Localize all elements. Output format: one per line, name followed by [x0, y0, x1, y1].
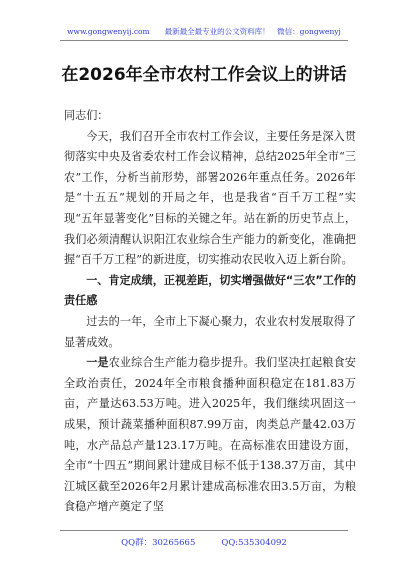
salutation: 同志们： [64, 109, 109, 122]
page-header: www.gongwenyij.com 最新最全最专业的公文资料库！ 微信：gongwenyj [67, 27, 341, 36]
document-body [64, 106, 356, 518]
point-lead: 一是 [86, 356, 109, 370]
footer-qq-number: QQ:535304092 [221, 538, 287, 548]
paragraph-intro: 今天，我们召开全市农村工作会议，主要任务是深入贯彻落实中央及省委农村工作会议精神，总结2025年全市“三农”工作，分析当前形势，部署2026年重点任务。2026年是“十五五”规划的开局之年，也是我省“百千万工程”实现“五年显著变化”目标的关键之年。站在新的历史节点上，我们必须清醒认识阳江农业综合生产能力的新变化，准确把握“百千万工程”的新进度，切实推动农民收入迈上新台阶。 [64, 129, 356, 267]
page-footer [0, 536, 408, 548]
paragraph-point-1 [64, 353, 356, 518]
point-text: 农业综合生产能力稳步提升。我们坚决扛起粮食安全政治责任，2024年全市粮食播种面积稳定在181.83万亩，产量达63.53万吨。进入2025年，我们继续巩固这一成果，预计蔬菜播种面积87.99万亩，肉类总产量42.03万吨，水产品总产量123.17万吨。在高标准农田建设方面，全市“十四五”期间累计建成目标不低于138.37万亩，其中江城区截至2026年2月累计建成高标准农田3.5万亩，为粮食稳产增产奠定了坚 [64, 356, 356, 514]
paragraph-summary: 过去的一年，全市上下凝心聚力，农业农村发展取得了显著成效。 [64, 314, 356, 349]
document-title: 在2026年全市农村工作会议上的讲话 [61, 65, 347, 85]
footer-qq-group: QQ群：30265665 [121, 538, 196, 548]
header-divider [60, 40, 348, 41]
footer-divider [60, 530, 348, 531]
section-heading-1: 一、肯定成绩，正视差距，切实增强做好“三农”工作的责任感 [64, 273, 356, 308]
